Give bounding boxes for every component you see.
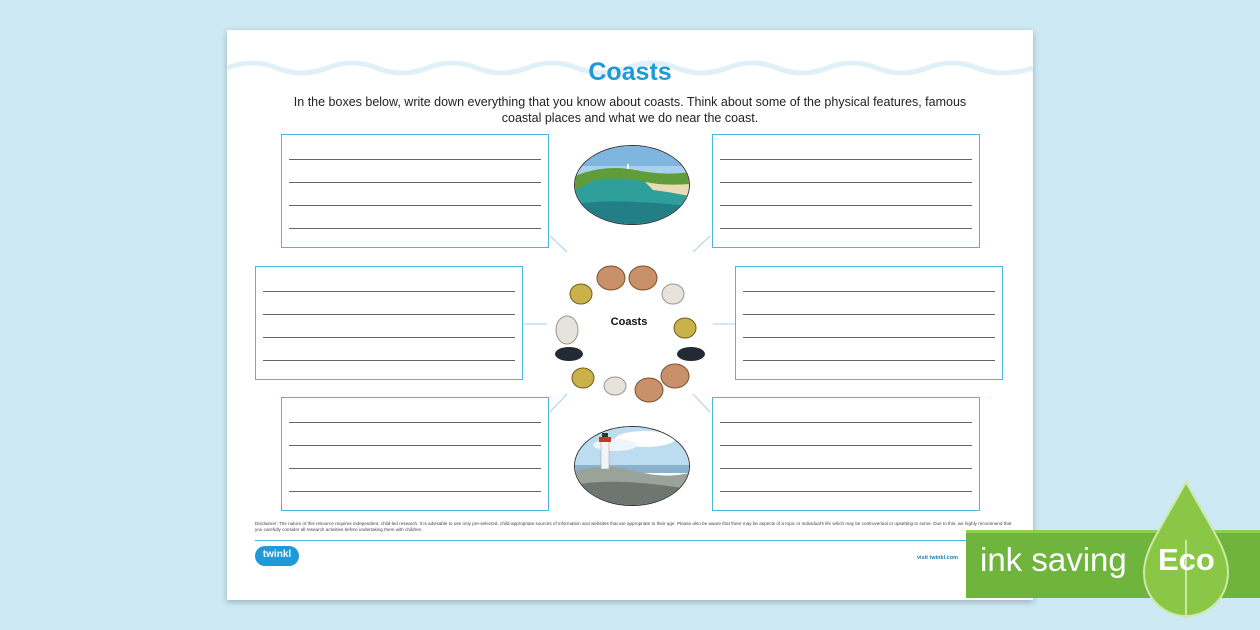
writing-box-bottom-right[interactable] — [712, 397, 980, 511]
disclaimer-text: Disclaimer: The nature of this resource requires independent, child-led research. It is advisable to use only pre-selected, child-appropriate sources of information and websites that are appropriate to their age. Please also be aware that there may be aspects of a topic or individual's life which may be controversial or upsetting to some. Due to this, we highly recommend that you carefully consider all research activities before undertaking them with children. — [255, 521, 1012, 532]
page-title: Coasts — [588, 58, 672, 86]
writing-box-top-left[interactable] — [281, 134, 549, 248]
visit-link[interactable]: visit twinkl.com — [917, 555, 958, 561]
center-label: Coasts — [610, 316, 648, 328]
twinkl-logo — [255, 546, 299, 566]
writing-box-bottom-left[interactable] — [281, 397, 549, 511]
logo-text: twinkl — [262, 549, 292, 560]
writing-box-middle-left[interactable] — [255, 266, 523, 380]
writing-box-top-right[interactable] — [712, 134, 980, 248]
eco-label: Eco — [1158, 542, 1215, 577]
footer-divider — [255, 540, 1015, 541]
lighthouse-photo — [574, 426, 690, 506]
worksheet-page — [227, 30, 1033, 600]
coastline-photo — [574, 145, 690, 225]
instructions-text: In the boxes below, write down everything that you know about coasts. Think about some of the physical features, famous coastal places and what we do near the coast. — [293, 95, 967, 125]
writing-box-middle-right[interactable] — [735, 266, 1003, 380]
ink-saving-label: ink saving — [980, 541, 1127, 578]
